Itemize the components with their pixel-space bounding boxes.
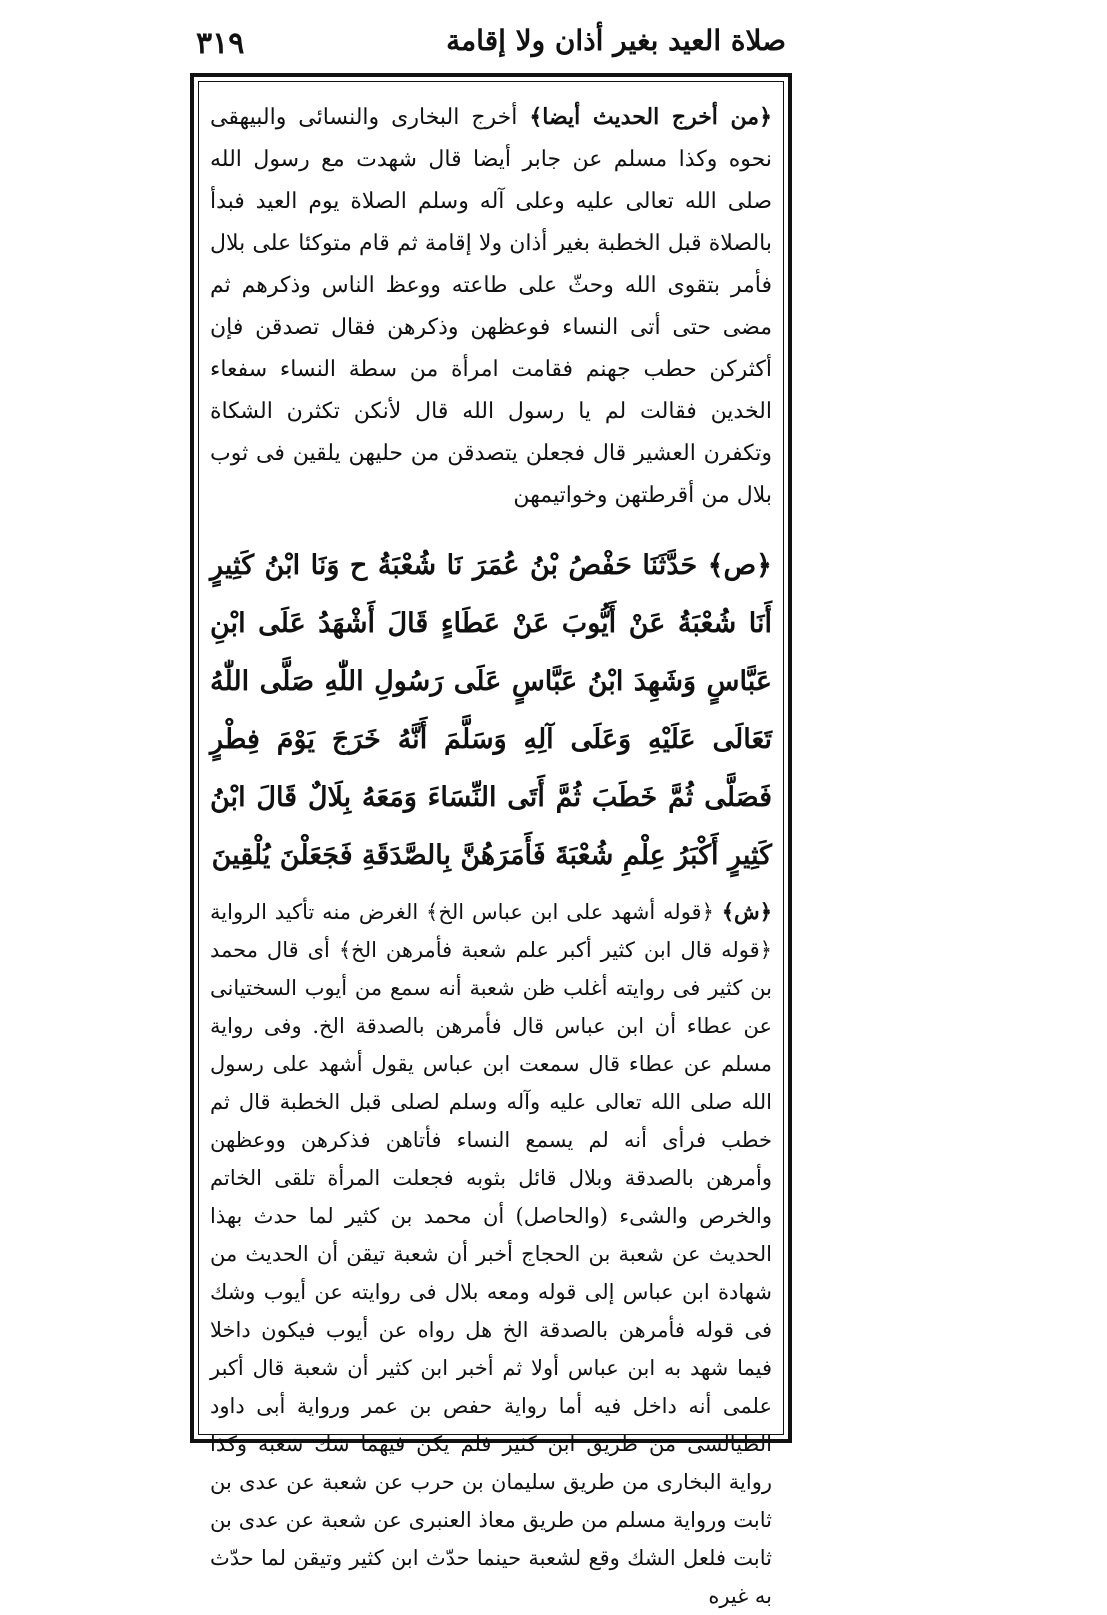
running-title: صلاة العيد بغير أذان ولا إقامة xyxy=(446,24,786,57)
section-heading: ﴿من أخرج الحديث أيضا﴾ xyxy=(529,104,772,130)
page-number: ٣١٩ xyxy=(196,26,245,61)
hadith-body: حَدَّثَنَا حَفْصُ بْنُ عُمَرَ نَا شُعْبَةُ ح وَنَا ابْنُ كَثِيرٍ أَنَا شُعْبَةُ عَنْ أَيُّوبَ عَنْ عَطَاءٍ قَالَ أَشْهَدُ عَلَى ابْنِ عَبَّاسٍ وَشَهِدَ ابْنُ عَبَّاسٍ عَلَى رَسُولِ اللّٰهِ صَلَّى اللّٰهُ تَعَالَى عَلَيْهِ وَعَلَى آلِهِ وَسَلَّمَ أَنَّهُ خَرَجَ يَوْمَ فِطْرٍ فَصَلَّى ثُمَّ خَطَبَ ثُمَّ أَتَى النِّسَاءَ وَمَعَهُ بِلَالٌ قَالَ ابْنُ كَثِيرٍ أَكْبَرُ عِلْمِ شُعْبَةَ فَأَمَرَهُنَّ بِالصَّدَقَةِ فَجَعَلْنَ يُلْقِينَ xyxy=(210,550,772,871)
paragraph-text: أخرج البخارى والنسائى والبيهقى نحوه وكذا مسلم عن جابر أيضا قال شهدت مع رسول الله صلى الله تعالى عليه وعلى آله وسلم الصلاة يوم العيد فبدأ بالصلاة قبل الخطبة بغير أذان ولا إقامة ثم قام متوكئا على بلال فأمر بتقوى الله وحثّ على طاعته ووعظ الناس وذكرهم ثم مضى حتى أتى النساء فوعظهن وذكرهن فقال تصدقن فإن أكثركن حطب جهنم فقامت امرأة من سطة النساء سفعاء الخدين فقالت لم يا رسول الله قال لأنكن تكثرن الشكاة وتكفرن العشير قال فجعلن يتصدقن من حليهن يلقين فى ثوب بلال من أقرطتهن وخواتيمهن xyxy=(210,105,773,508)
sharh-marker: ﴿ش﴾ xyxy=(721,899,772,924)
commentary-paragraph xyxy=(210,96,772,517)
page-content xyxy=(210,96,772,1615)
page-header xyxy=(196,18,786,70)
hadith-marker: ﴿ص﴾ xyxy=(707,550,772,581)
sharh-body: ﴿قوله أشهد على ابن عباس الخ﴾ الغرض منه تأكيد الرواية ﴿قوله قال ابن كثير أكبر علم شعبة فأمرهن الخ﴾ أى قال محمد بن كثير فى روايته أغلب ظن شعبة أنه سمع من أيوب السختيانى عن عطاء أن ابن عباس قال فأمرهن بالصدقة الخ. وفى رواية مسلم عن عطاء قال سمعت ابن عباس يقول أشهد على رسول الله صلى الله تعالى عليه وآله وسلم لصلى قبل الخطبة قال ثم خطب فرأى أنه لم يسمع النساء فأتاهن فذكرهن ووعظهن وأمرهن بالصدقة وبلال قائل بثوبه فجعلت المرأة تلقى الخاتم والخرص والشىء (والحاصل) أن محمد بن كثير لما حدث بهذا الحديث عن شعبة بن الحجاج أخبر أن شعبة تيقن أن الحديث من شهادة ابن عباس إلى قوله ومعه بلال فى روايته عن أيوب وشك فى قوله فأمرهن بالصدقة الخ هل رواه عن أيوب فيكون داخلا فيما شهد به ابن عباس أولا ثم أخبر ابن كثير أن شعبة قال أكبر علمى أنه داخل فيه أما رواية حفص بن عمر ورواية أبى داود الطيالسى من طريق ابن كثير فلم يكن فيهما شك شعبة وكذا رواية البخارى من طريق سليمان بن حرب عن شعبة عن عدى بن ثابت ورواية مسلم من طريق معاذ العنبرى عن شعبة عن عدى بن ثابت فلعل الشك وقع لشعبة حينما حدّث ابن كثير وتيقن لما حدّث به غيره xyxy=(210,900,772,1608)
hadith-text xyxy=(210,537,772,885)
sharh-paragraph xyxy=(210,893,772,1615)
